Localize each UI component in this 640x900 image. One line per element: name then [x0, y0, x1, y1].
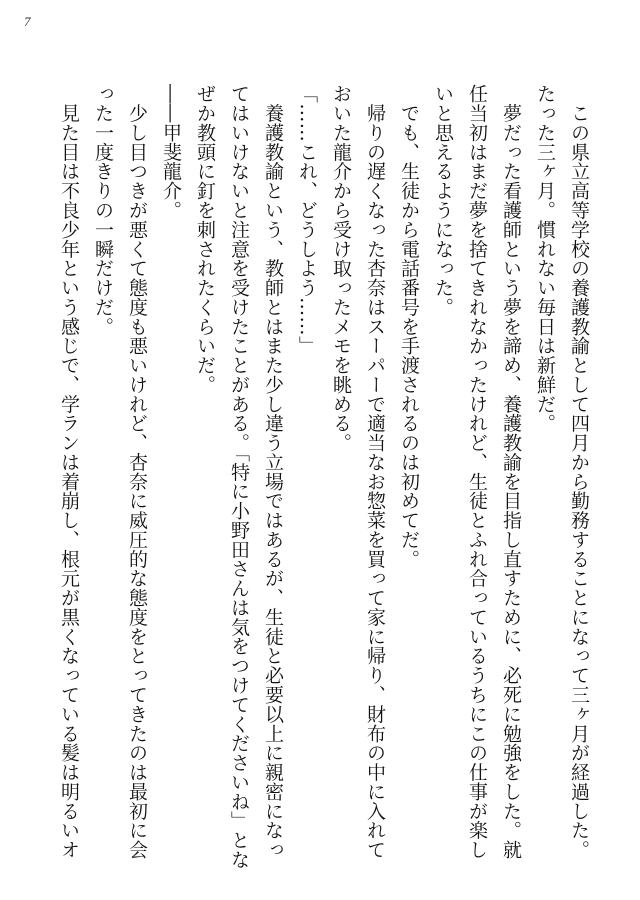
text-line: 任当初はまだ夢を捨てきれなかったけれど、生徒とふれ合っているうちにこの仕事が楽し	[466, 84, 488, 860]
text-line: ぜか教頭に釘を刺されたくらいだ。	[194, 84, 216, 395]
text-line: おいた龍介から受け取ったメモを眺める。	[330, 84, 352, 453]
text-line: いと思えるようになった。	[432, 84, 454, 317]
text-line: ――甲斐龍介。	[160, 84, 182, 220]
text-line: 見た目は不良少年という感じで、学ランは着崩し、根元が黒くなっている髪は明るいオ	[58, 84, 80, 860]
text-line: でも、生徒から電話番号を手渡されるのは初めてだ。	[398, 84, 420, 569]
text-line: 「……これ、どうしよう……」	[296, 84, 318, 356]
text-line: った一度きりの一瞬だけだ。	[92, 84, 114, 336]
text-line: 少し目つきが悪くて態度も悪いけれど、杏奈に威圧的な態度をとってきたのは最初に会	[126, 84, 148, 860]
vertical-text-block	[58, 84, 596, 884]
text-line: 帰りの遅くなった杏奈はスーパーで適当なお惣菜を買って家に帰り、財布の中に入れて	[364, 84, 386, 860]
text-line: たった三ヶ月。慣れない毎日は新鮮だ。	[534, 84, 556, 433]
page-number: 7	[24, 14, 31, 29]
text-line: 夢だった看護師という夢を諦め、養護教諭を目指し直すために、必死に勉強をした。就	[500, 84, 522, 860]
text-line: てはいけないと注意を受けたことがある。「特に小野田さんは気をつけてくださいね」とな	[228, 84, 250, 870]
text-line: この県立高等学校の養護教諭として四月から勤務することになって三ヶ月が経過した。	[568, 84, 590, 860]
text-line: 養護教諭という、教師とはまた少し違う立場ではあるが、生徒と必要以上に親密になっ	[262, 84, 284, 860]
